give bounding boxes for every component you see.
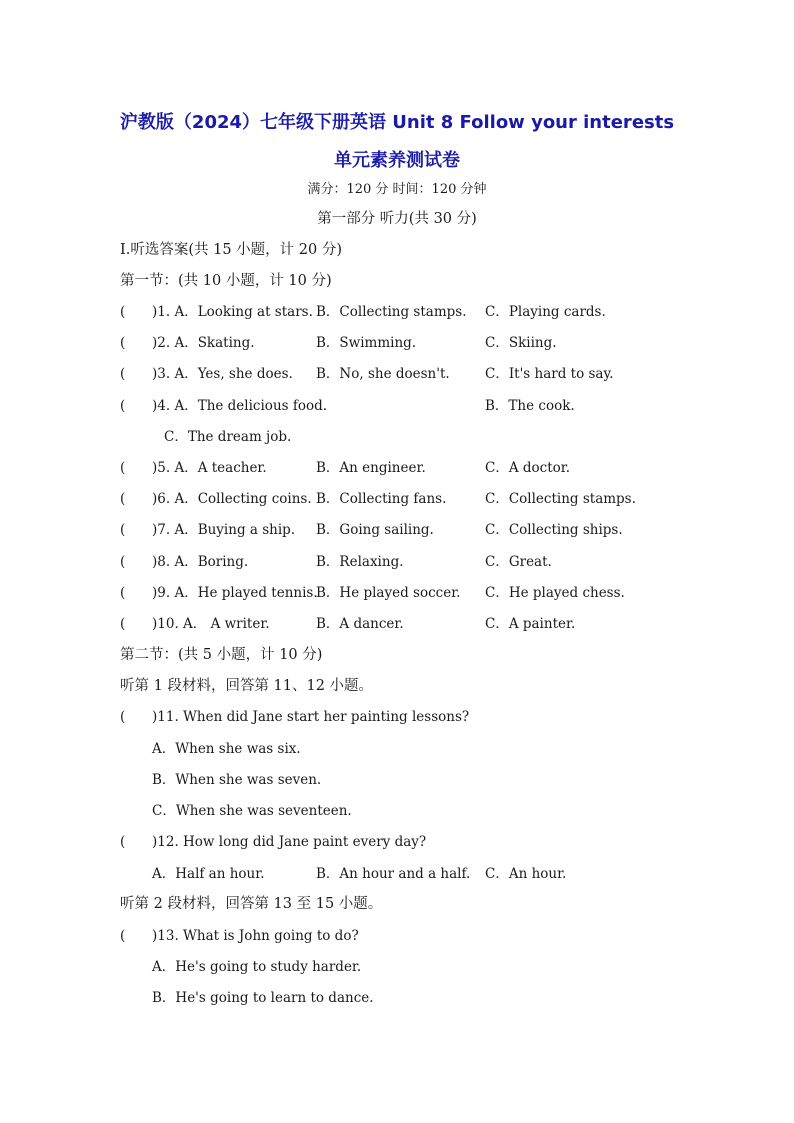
option-b: B．An engineer.: [316, 460, 426, 476]
question-7: ( )7. A．Buying a ship.: [120, 522, 296, 538]
question-2: ( )2. A．Skating.: [120, 335, 255, 351]
material-instruction: 听第 2 段材料，回答第 13 至 15 小题。: [120, 896, 383, 912]
option-a: A．He's going to study harder.: [152, 959, 362, 975]
exam-title: 沪教版（2024）七年级下册英语 Unit 8 Follow your interests: [119, 112, 675, 133]
option-b: B．No, she doesn't.: [316, 366, 450, 382]
subsection-title: 第一节：(共 10 小题，计 10 分): [120, 273, 332, 289]
option-b: B．When she was seven.: [152, 772, 322, 788]
answer-blank[interactable]: (: [120, 616, 126, 632]
option-c: C．A painter.: [485, 616, 576, 632]
option-c: C．A doctor.: [485, 460, 571, 476]
option-c: C．The dream job.: [164, 429, 292, 445]
option-c: C．Great.: [485, 554, 552, 570]
option-b: B．Relaxing.: [316, 554, 404, 570]
question-5: ( )5. A．A teacher.: [120, 460, 267, 476]
subsection-title: 第二节：(共 5 小题，计 10 分): [120, 647, 323, 663]
material-instruction: 听第 1 段材料，回答第 11、12 小题。: [120, 678, 374, 694]
section-title: Ⅰ.听选答案(共 15 小题，计 20 分): [120, 242, 342, 258]
answer-blank[interactable]: (: [120, 304, 126, 320]
option-c: C．He played chess.: [485, 585, 625, 601]
question-4: ( )4. A．The delicious food.: [120, 398, 328, 414]
answer-blank[interactable]: (: [120, 335, 126, 351]
option-c: C．Collecting ships.: [485, 522, 623, 538]
answer-blank[interactable]: (: [120, 834, 126, 850]
answer-blank[interactable]: (: [120, 709, 126, 725]
question-13: ( )13. What is John going to do?: [120, 928, 359, 944]
option-c: C．Playing cards.: [485, 304, 606, 320]
option-b: B．Collecting fans.: [316, 491, 447, 507]
option-b: B．A dancer.: [316, 616, 404, 632]
answer-blank[interactable]: (: [120, 460, 126, 476]
exam-subtitle: 单元素养测试卷: [334, 150, 460, 171]
question-8: ( )8. A．Boring.: [120, 554, 249, 570]
option-b: B．Swimming.: [316, 335, 417, 351]
option-c: C．When she was seventeen.: [152, 803, 352, 819]
option-b: B．Going sailing.: [316, 522, 434, 538]
option-a: A．Half an hour.: [152, 866, 265, 882]
answer-blank[interactable]: (: [120, 366, 126, 382]
option-b: B．The cook.: [485, 398, 575, 414]
option-b: B．An hour and a half.: [316, 866, 471, 882]
option-c: C．Skiing.: [485, 335, 557, 351]
question-1: ( )1. A．Looking at stars.: [120, 304, 313, 320]
question-3: ( )3. A．Yes, she does.: [120, 366, 293, 382]
question-11: ( )11. When did Jane start her painting lessons?: [120, 709, 470, 725]
answer-blank[interactable]: (: [120, 928, 126, 944]
option-b: B．He's going to learn to dance.: [152, 990, 374, 1006]
option-a: A．When she was six.: [152, 741, 301, 757]
answer-blank[interactable]: (: [120, 491, 126, 507]
part-title: 第一部分 听力(共 30 分): [317, 211, 477, 227]
option-c: C．An hour.: [485, 866, 567, 882]
option-c: C．It's hard to say.: [485, 366, 614, 382]
question-6: ( )6. A．Collecting coins.: [120, 491, 312, 507]
score-time-info: 满分：120 分 时间：120 分钟: [307, 182, 487, 197]
answer-blank[interactable]: (: [120, 585, 126, 601]
option-c: C．Collecting stamps.: [485, 491, 636, 507]
question-9: ( )9. A．He played tennis.: [120, 585, 318, 601]
option-b: B．He played soccer.: [316, 585, 461, 601]
option-b: B．Collecting stamps.: [316, 304, 467, 320]
answer-blank[interactable]: (: [120, 522, 126, 538]
answer-blank[interactable]: (: [120, 554, 126, 570]
question-12: ( )12. How long did Jane paint every day?: [120, 834, 427, 850]
question-10: ( )10. A． A writer.: [120, 616, 270, 632]
answer-blank[interactable]: (: [120, 398, 126, 414]
